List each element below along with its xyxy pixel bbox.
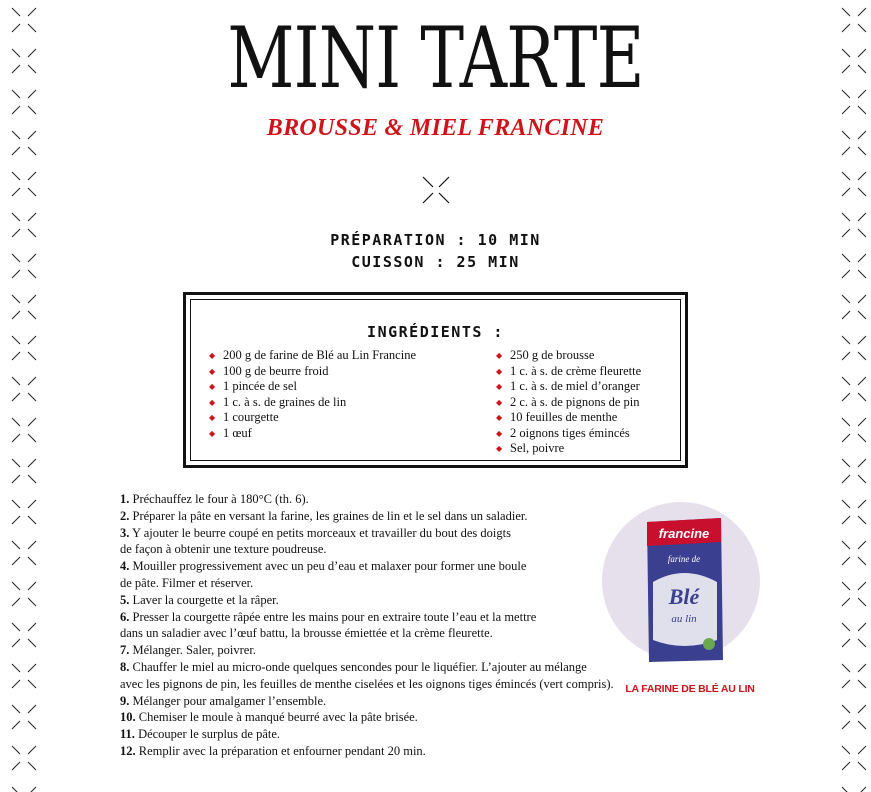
step-number: 6. (120, 609, 130, 624)
ingredient-item: ◆ 1 c. à s. de miel d’oranger (496, 379, 641, 395)
ingredient-item: ◆ 1 pincée de sel (209, 379, 416, 395)
border-x-mark (12, 582, 36, 606)
border-x-mark (12, 8, 36, 32)
ingredients-left-list (209, 348, 416, 441)
preparation-time: PRÉPARATION : 10 MIN (330, 231, 541, 249)
step-item (120, 709, 620, 726)
cooking-time: CUISSON : 25 MIN (351, 253, 520, 271)
border-x-mark (12, 418, 36, 442)
ingredients-title: INGRÉDIENTS : (367, 323, 504, 341)
border-x-mark (12, 541, 36, 565)
step-text: Remplir avec la préparation et enfourner pendant 20 min. (138, 743, 426, 758)
step-number: 3. (120, 525, 130, 540)
step-text: Mouiller progressivement avec un peu d’eau et malaxer pour former une boule (132, 559, 527, 574)
flour-bag-image (643, 512, 725, 664)
step-item (120, 642, 620, 659)
step-item (120, 659, 620, 693)
border-x-mark (842, 705, 866, 729)
border-x-mark (12, 623, 36, 647)
border-x-mark (12, 336, 36, 360)
step-text-continued: avec les pignons de pin, les feuilles de menthe ciselées et les oignons tiges émincés (vert compris). (120, 676, 614, 691)
step-text: Découper le surplus de pâte. (138, 727, 281, 742)
border-x-mark (842, 418, 866, 442)
border-x-mark (842, 336, 866, 360)
border-x-mark (842, 90, 866, 114)
step-text-continued: de façon à obtenir une texture poudreuse. (120, 542, 327, 557)
ingredient-item: ◆ 2 c. à s. de pignons de pin (496, 395, 641, 411)
step-text: Chauffer le miel au micro-onde quelques sencondes pour le liquéfier. L’ajouter au mélange (132, 659, 587, 674)
border-x-mark (842, 582, 866, 606)
recipe-subtitle: BROUSSE & MIEL FRANCINE (266, 115, 605, 141)
border-x-mark (12, 500, 36, 524)
step-text: Préchauffez le four à 180°C (th. 6). (132, 492, 309, 506)
border-x-mark (842, 172, 866, 196)
ingredient-item: ◆ 2 oignons tiges émincés (496, 426, 641, 442)
ingredient-item: ◆ 200 g de farine de Blé au Lin Francine (209, 348, 416, 364)
step-text: Y ajouter le beurre coupé en petits morceaux et travailler du bout des doigts (132, 525, 511, 540)
ingredient-item: ◆ 250 g de brousse (496, 348, 641, 364)
border-x-mark (842, 8, 866, 32)
step-text: Préparer la pâte en versant la farine, les graines de lin et le sel dans un saladier. (132, 508, 528, 523)
step-number: 12. (120, 743, 136, 758)
border-x-mark (842, 49, 866, 73)
ingredient-item: ◆ 1 c. à s. de crème fleurette (496, 364, 641, 380)
product-caption: LA FARINE DE BLÉ AU LIN (625, 683, 755, 695)
border-x-mark (842, 541, 866, 565)
step-item (120, 508, 620, 525)
bag-label-top: farine de (667, 554, 701, 564)
step-number: 2. (120, 508, 130, 523)
step-item (120, 743, 620, 760)
step-number: 1. (120, 492, 130, 506)
border-x-mark (12, 705, 36, 729)
border-x-mark (12, 295, 36, 319)
step-text: Mélanger pour amalgamer l’ensemble. (132, 693, 327, 708)
border-x-mark (12, 49, 36, 73)
border-x-mark (842, 377, 866, 401)
ingredient-item: ◆ 1 œuf (209, 426, 416, 442)
step-number: 7. (120, 643, 130, 658)
border-x-mark (842, 500, 866, 524)
step-item (120, 609, 620, 643)
step-number: 5. (120, 592, 130, 607)
border-x-mark (12, 746, 36, 770)
step-text-continued: dans un saladier avec l’œuf battu, la brousse émiettée et la crème fleurette. (120, 626, 493, 641)
bag-label-sub: au lin (671, 613, 697, 625)
step-text: Laver la courgette et la râper. (132, 592, 279, 607)
step-text-continued: de pâte. Filmer et réserver. (120, 575, 254, 590)
border-x-mark (842, 664, 866, 688)
border-x-mark (842, 459, 866, 483)
step-number: 4. (120, 559, 130, 574)
step-number: 11. (120, 727, 135, 742)
divider-x-icon (421, 175, 451, 205)
border-x-mark (12, 172, 36, 196)
ingredients-inner-frame (190, 299, 681, 461)
step-text: Chemiser le moule à manqué beurré avec la pâte brisée. (138, 710, 418, 725)
ingredient-item: ◆ 1 c. à s. de graines de lin (209, 395, 416, 411)
border-x-mark (842, 746, 866, 770)
time-info (0, 229, 871, 273)
border-x-mark (12, 787, 36, 792)
step-number: 10. (120, 710, 136, 725)
border-x-mark (842, 787, 866, 792)
border-x-mark (12, 90, 36, 114)
step-item (120, 525, 620, 559)
step-text: Mélanger. Saler, poivrer. (132, 643, 256, 658)
recipe-title: MINI TARTE (227, 9, 644, 107)
step-number: 8. (120, 659, 130, 674)
step-item (120, 558, 620, 592)
border-x-mark (842, 623, 866, 647)
step-text: Presser la courgette râpée entre les mains pour en extraire toute l’eau et la mettre (132, 609, 537, 624)
ingredient-item: ◆ 1 courgette (209, 410, 416, 426)
border-x-mark (12, 459, 36, 483)
bag-label-main: Blé (668, 584, 700, 609)
step-item (120, 693, 620, 710)
recipe-steps (120, 491, 620, 760)
step-item (120, 592, 620, 609)
step-item (120, 726, 620, 743)
border-x-mark (12, 664, 36, 688)
step-number: 9. (120, 693, 130, 708)
ingredient-item: ◆ 10 feuilles de menthe (496, 410, 641, 426)
ingredients-right-list (496, 348, 641, 457)
ingredients-box (183, 292, 688, 468)
border-x-mark (842, 295, 866, 319)
border-x-mark (12, 377, 36, 401)
ingredient-item: ◆ Sel, poivre (496, 441, 641, 457)
bag-brand: francine (658, 526, 710, 541)
ingredient-item: ◆ 100 g de beurre froid (209, 364, 416, 380)
step-item (120, 491, 620, 508)
